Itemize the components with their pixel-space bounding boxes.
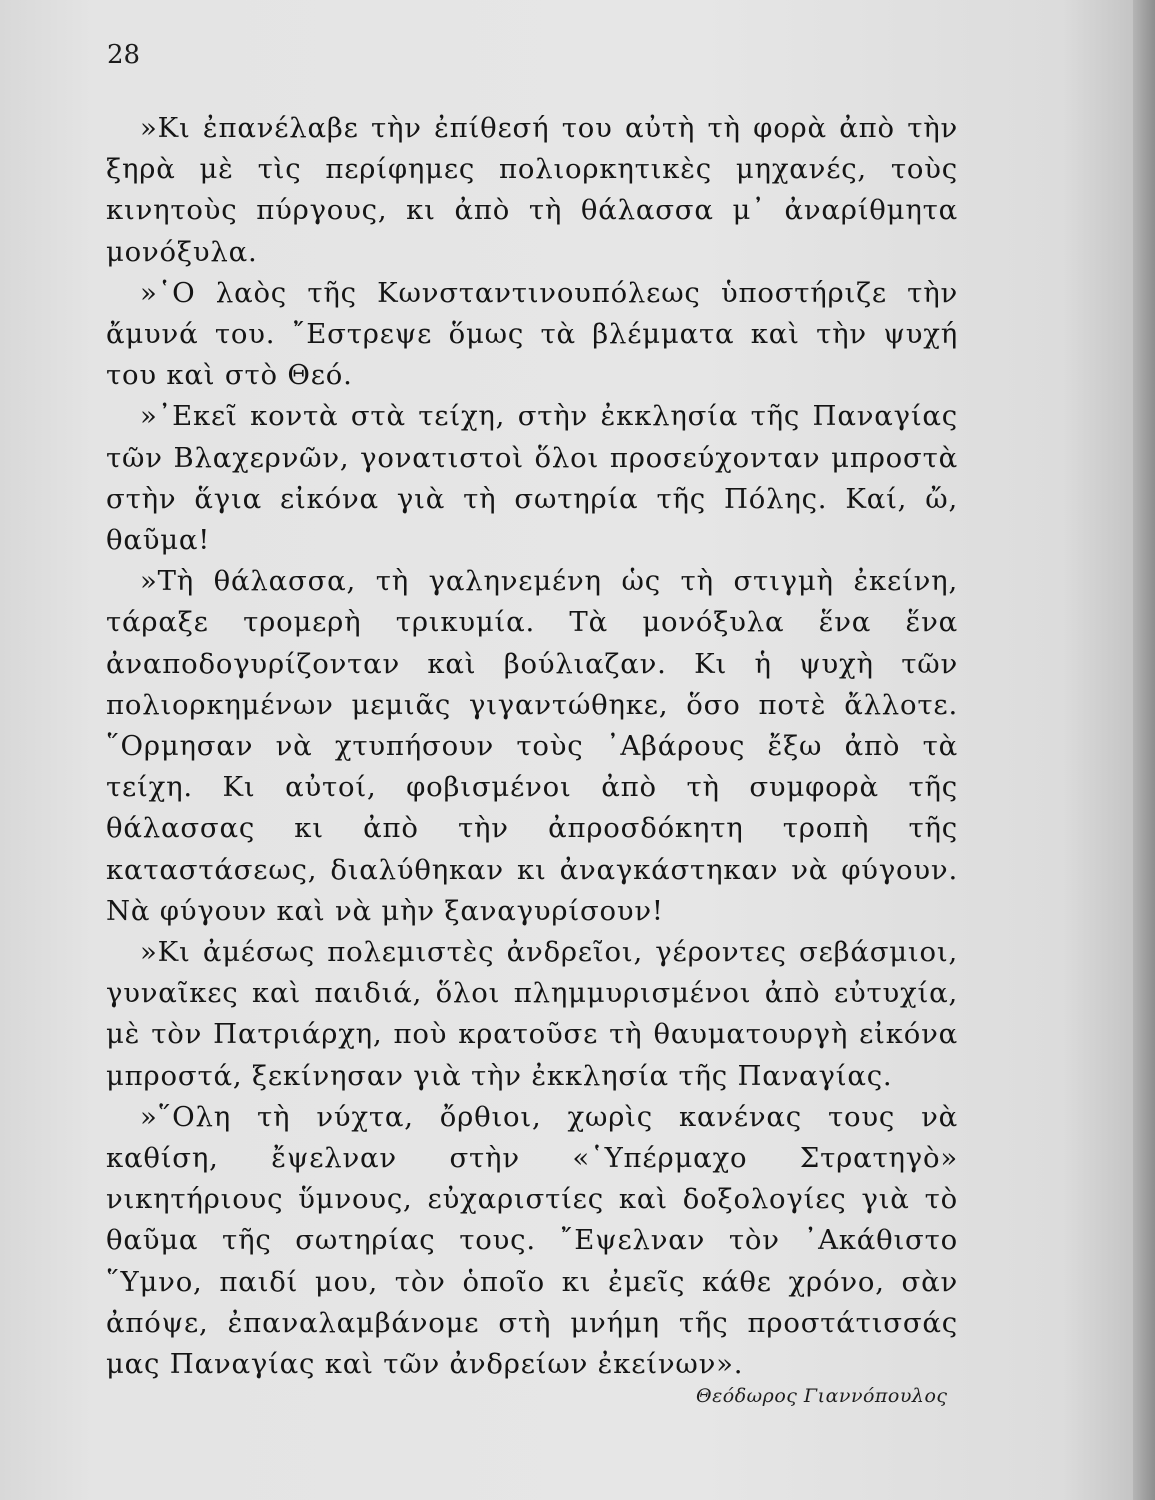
paragraph: »Τὴ θάλασσα, τὴ γαληνεμένη ὡς τὴ στιγμὴ ἐκείνη, τάραξε τρομερὴ τρικυμία. Τὰ μονόξυλα ἕνα ἕνα ἀναποδογυρίζονταν καὶ βούλιαζαν. Κι ἡ ψυχὴ τῶν πολιορκημένων μεμιᾶς γιγαντώθηκε, ὅσο ποτὲ ἄλλοτε. ῞Ορμησαν νὰ χτυπήσουν τοὺς ᾽Αβάρους ἔξω ἀπὸ τὰ τείχη. Κι αὐτοί, φοβισμένοι ἀπὸ τὴ συμφορὰ τῆς θάλασσας κι ἀπὸ τὴν ἀπροσδόκητη τροπὴ τῆς καταστάσεως, διαλύθηκαν κι ἀναγκάστηκαν νὰ φύγουν. Νὰ φύγουν καὶ νὰ μὴν ξαναγυρίσουν! [106,565,958,927]
page-number: 28 [107,40,141,70]
paragraph: »῾Ο λαὸς τῆς Κωνσταντινουπόλεως ὑποστήριζε τὴν ἄμυνά του. ῎Εστρεψε ὅμως τὰ βλέμματα καὶ τὴν ψυχή του καὶ στὸ Θεό. [106,276,958,392]
paragraph: »᾽Εκεῖ κοντὰ στὰ τείχη, στὴν ἐκκλησία τῆς Παναγίας τῶν Βλαχερνῶν, γονατιστοὶ ὅλοι προσεύχονταν μπροστὰ στὴν ἅγια εἰκόνα γιὰ τὴ σωτηρία τῆς Πόλης. Καί, ὤ, θαῦμα! [106,400,958,557]
paragraph: »Κι ἐπανέλαβε τὴν ἐπίθεσή του αὐτὴ τὴ φορὰ ἀπὸ τὴν ξηρὰ μὲ τὶς περίφημες πολιορκητικὲς μηχανές, τοὺς κινητοὺς πύργους, κι ἀπὸ τὴ θάλασσα μ᾽ ἀναρίθμητα μονόξυλα. [106,112,958,268]
body-text [106,108,958,1385]
book-spine-shadow [1133,0,1155,1500]
paragraph: »῞Ολη τὴ νύχτα, ὄρθιοι, χωρὶς κανένας τους νὰ καθίση, ἔψελναν στὴν «῾Υπέρμαχο Στρατηγὸ» νικητήριους ὕμνους, εὐχαριστίες καὶ δοξολογίες γιὰ τὸ θαῦμα τῆς σωτηρίας τους. ῎Εψελναν τὸν ᾽Ακάθιστο ῞Υμνο, παιδί μου, τὸν ὁποῖο κι ἐμεῖς κάθε χρόνο, σὰν ἀπόψε, ἐπαναλαμβάνομε στὴ μνήμη τῆς προστάτισσάς μας Παναγίας καὶ τῶν ἀνδρείων ἐκείνων». [106,1100,958,1381]
author-signature: Θεόδωρος Γιαννόπουλος [696,1385,948,1407]
paragraph: »Κι ἀμέσως πολεμιστὲς ἀνδρεῖοι, γέροντες σεβάσμιοι, γυναῖκες καὶ παιδιά, ὅλοι πλημμυρισμένοι ἀπὸ εὐτυχία, μὲ τὸν Πατριάρχη, ποὺ κρατοῦσε τὴ θαυματουργὴ εἰκόνα μπροστά, ξεκίνησαν γιὰ τὴν ἐκκλησία τῆς Παναγίας. [106,936,958,1092]
